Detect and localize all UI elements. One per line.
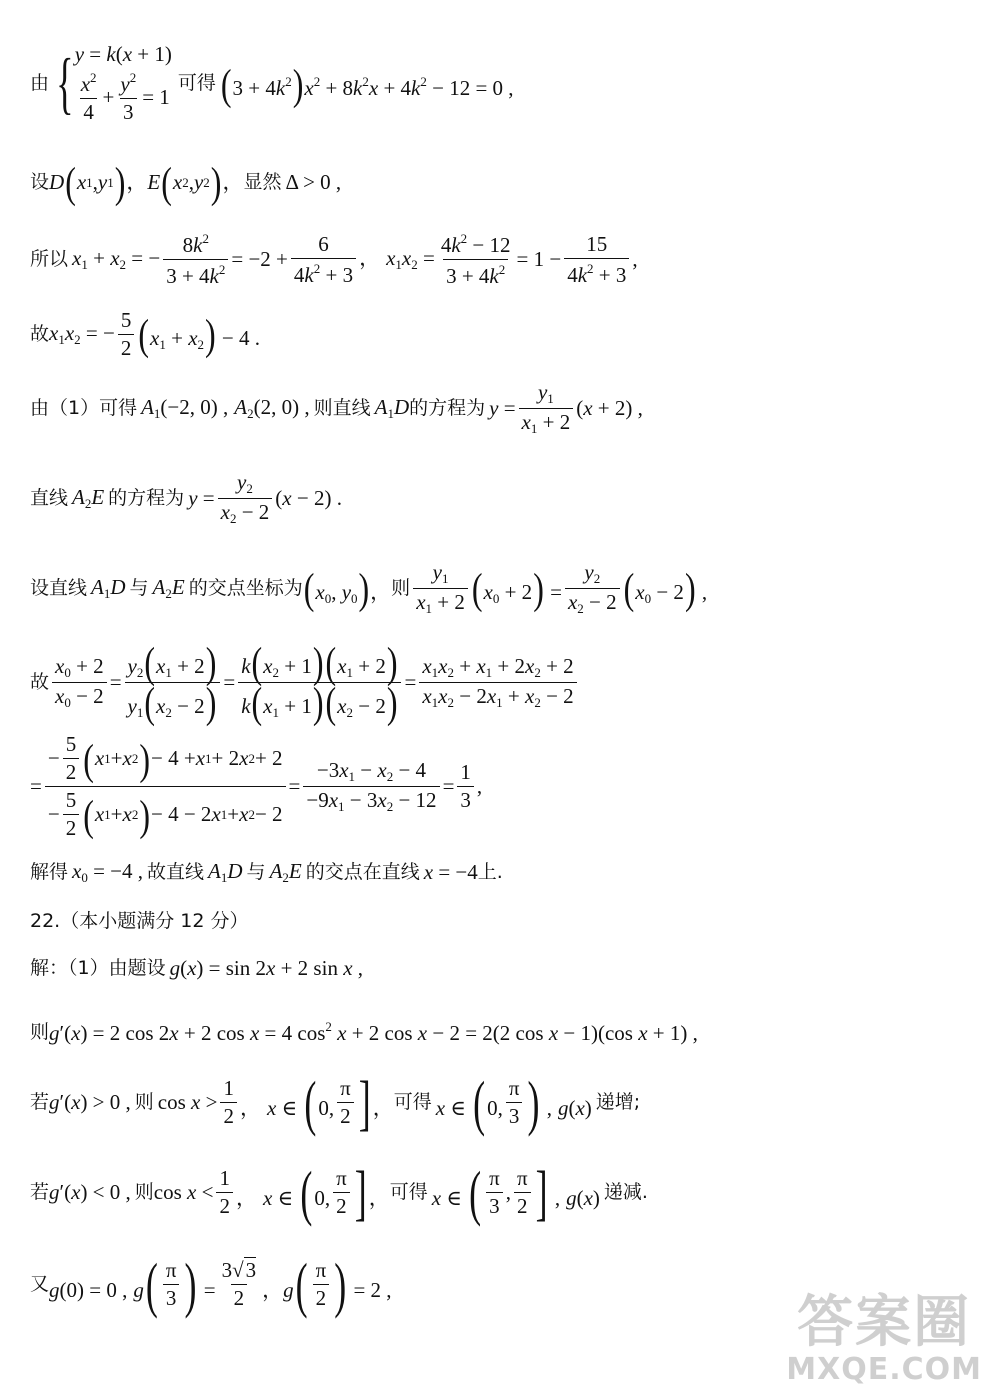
text-jiaodian: 的交点坐标为: [188, 577, 303, 599]
text-you-2: 又: [30, 1273, 50, 1295]
equation-system: { y = k(x + 1) $\frac{x^2}{4}$ + $\frac{y^2}{3}$ = 1: [56, 42, 172, 124]
text-ze-5: 则: [134, 1181, 154, 1203]
line-a2e-equation: 直线 $A_2E$ 的方程为 y = $\frac{y_2}{x_2 - 2}$ (x − 2) .: [30, 470, 342, 526]
text-you: 由: [30, 72, 50, 94]
text-fangcheng-2: 的方程为: [108, 487, 185, 509]
text-suoyi: 所以: [30, 248, 69, 270]
text-shang: 上.: [477, 861, 503, 883]
text-kede: 可得: [177, 72, 216, 94]
text-ze-2: 则: [391, 577, 411, 599]
text-she: 设: [30, 170, 50, 193]
text-ruo: 若: [30, 1091, 50, 1113]
ratio-line: 故 $\frac{x_0 + 2}{x_0 - 2}$ = $\frac{y_2(x_1 + 2)}{y_1(x_2 - 2)}$ = $\frac{k(x_2 + 1)(x_1 + 2)}{k(x_1 + 1)(x_2 - 2)}$ = $\frac{x_1x_2 + x_1 + 2x_2 + 2}{x_1x_2 - 2x_1 + x_2 - 2}$: [30, 646, 580, 719]
text-xianran: 显然: [243, 170, 282, 193]
text-ze-3: 则: [30, 1020, 50, 1043]
simplification-line: = − $\frac{5}{2}$ ( x 1 + x 2 ) − 4 + x 1 + 2 x 2 + 2 − $\frac{5}{2}$ ( x 1 + x 2 ) − 4 − 2 x 1 + x 2 − 2 = $\frac{-3x_1 - x_2 - 4}{-9x_1 - 3x_2 - 12}$ = $\frac{1}{3}$ ,: [30, 732, 483, 840]
question-22-header: 22.（本小题满分 12 分）: [30, 910, 249, 932]
text-ruo-2: 若: [30, 1181, 50, 1203]
text-kede-3: 可得: [389, 1181, 428, 1203]
text-zhixian: 直线: [30, 487, 69, 509]
text-jiaodianzai: 的交点在直线: [305, 861, 420, 883]
text-guzhixian: 故直线: [147, 861, 205, 883]
text-yu-2: 与: [246, 861, 266, 883]
text-dijian: 递减.: [603, 1181, 648, 1203]
text-jie: 解：（1）由题设: [30, 957, 166, 979]
watermark-url: MXQE.COM: [786, 1352, 982, 1387]
text-you-1: 由（1）可得: [30, 397, 138, 419]
equation-system-line: 由 { y = k(x + 1) $\frac{x^2}{4}$ + $\frac{y^2}{3}$ = 1 可得 $(3 + 4k^2)x^2 + 8k^2x + 4k^2 - 12 = 0$ ,: [30, 42, 514, 124]
text-ze: 则直线: [313, 397, 371, 419]
text-dizeng: 递增;: [595, 1091, 641, 1113]
text-shezhixian: 设直线: [30, 577, 88, 599]
solution-start-line: 解：（1）由题设 g(x) = sin 2x + 2 sin x ,: [30, 956, 364, 980]
watermark-logo: [786, 1278, 982, 1387]
derivative-line: 则 g′(x) = 2 cos 2x + 2 cos x = 4 $\cos^2 x + 2$ cos x − 2 = 2(2 cos x − 1)(cos x + 1) ,: [30, 1019, 698, 1045]
vieta-line: 所以 $x_1 + x_2$ = − $\frac{8k^2}{3 + 4k^2}$ = −2 + $\frac{6}{4k^2 + 3}$ ， $x_1x_2$ = $\frac{4k^2 - 12}{3 + 4k^2}$ = 1 − $\frac{15}{4k^2 + 3}$ ,: [30, 231, 638, 288]
text-kede-2: 可得: [393, 1091, 432, 1113]
conclusion-line: 解得 $x_0 = -4$ , 故直线 $A_1D$ 与 $A_2E$ 的交点在直线 x = −4 上.: [30, 859, 503, 885]
decreasing-line: 若 g′(x) < 0 , 则 cos x < $\frac{1}{2}$ ， x ∈ (0, $\frac{\pi}{2}$ ]， 可得 x ∈ ( $\frac{\pi}{3}$ , $\frac{\pi}{2}$ ] , g(x) 递减.: [30, 1158, 648, 1227]
text-yu: 与: [129, 577, 149, 599]
product-relation-line: 故 $x_1x_2$ = − $\frac{5}{2}$ $(x_1 + x_2) - 4$ .: [30, 308, 261, 360]
text-gu: 故: [30, 323, 50, 345]
set-points-line: 设 D ( x 1 , y 1 ) ， E ( x 2 , y 2 ) ， 显然 Δ > 0 ,: [30, 157, 342, 207]
watermark-text: 答案圈: [797, 1290, 972, 1355]
text-ze-4: 则: [134, 1091, 154, 1113]
text-fangcheng: 的方程为: [409, 397, 486, 419]
text-gu-2: 故: [30, 671, 50, 693]
values-line: 又 g(0) = 0 , g( $\frac{\pi}{3}$ ) = $\frac{3√3}{2}$ ，g( $\frac{\pi}{2}$ ) = 2 ,: [30, 1250, 392, 1319]
line-a1d-equation: 由（1）可得 $A_1(-2$, 0) , $A_2(2$, 0) , 则直线 $A_1D$ 的方程为 y = $\frac{y_1}{x_1 + 2}$ (x + 2) ,: [30, 380, 643, 436]
text-jiede: 解得: [30, 861, 69, 883]
intersection-line: 设直线 $A_1D$ 与 $A_2E$ 的交点坐标为 ($x_0$, $y_0$)， 则 $\frac{y_1}{x_1 + 2}$ $(x_0 + 2)$ = $\frac{y_2}{x_2 - 2}$ $(x_0 - 2)$ ,: [30, 560, 708, 616]
increasing-line: 若 g′(x) > 0 , 则 cos x > $\frac{1}{2}$ ， x ∈ (0, $\frac{\pi}{2}$ ]， 可得 x ∈ (0, $\frac{\pi}{3}$ ) , g(x) 递增;: [30, 1068, 641, 1137]
